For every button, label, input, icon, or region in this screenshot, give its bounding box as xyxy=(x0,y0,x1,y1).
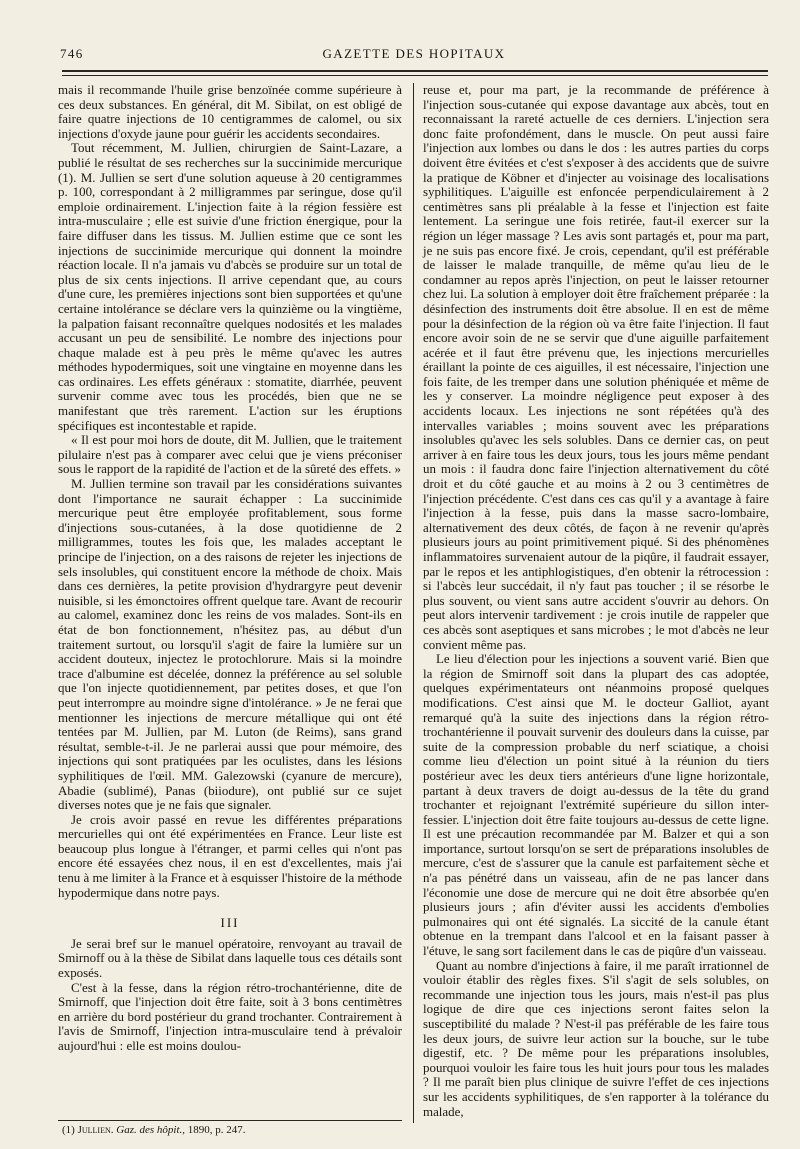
footnote-marker: (1) xyxy=(62,1124,75,1136)
right-column xyxy=(423,83,769,1119)
paragraph: Tout récemment, M. Jullien, chirurgien de Saint-Lazare, a publié le résultat de ses recherches sur la succinimide mercurique (1). M. Jullien se sert d'une solution aqueuse à 20 centigrammes p. 100, correspondant à 2 milligrammes par seringue, dose qu'il emploie ordinairement. L'injection faite à la région fessière est intra-musculaire ; elle est suivie d'une friction énergique, pour la faire diffuser dans les tissus. M. Jullien estime que ce sont les injections de succinimide mercurique qui donnent la moindre réaction locale. Il n'a jamais vu d'abcès se produire sur un total de plus de six cents injections. Il arrive cependant que, au cours d'une cure, les premières injections sont bien supportées et qu'une certaine intolérance se déclare vers la quinzième ou la vingtième, la palpation faisant reconnaître quelques nodosités et les malades accusant un peu de sensibilité. Le nombre des injections pour chaque malade est à peu près le même qu'avec les autres méthodes hypodermiques, soit une vingtaine en moyenne dans les cas ordinaires. Les effets généraux : stomatite, diarrhée, peuvent survenir comme avec tous les procédés, bien que ne se manifestant que très rarement. L'action sur les éruptions spécifiques est incontestable et rapide. xyxy=(58,140,402,433)
paragraph: Quant au nombre d'injections à faire, il me paraît irrationnel de vouloir établir des règles fixes. S'il s'agit de sels solubles, on recommande une injection tous les jours, mais n'est-il pas plus logique de dire que ces injections seront faites selon la susceptibilité du malade ? N'est-il pas préférable de les faire tous les deux jours, de suivre leur action sur la bouche, sur le tube digestif, etc. ? De même pour les préparations insolubles, pourquoi vouloir les faire tous les huit jours pour tous les malades ? Il me paraît bien plus clinique de suivre l'effet de ces injections sur les accidents syphilitiques, de s'en rapporter à la tolérance du malade, xyxy=(423,957,769,1119)
section-heading: III xyxy=(220,915,240,931)
footnote-author: Jullien. xyxy=(77,1124,114,1136)
footnote xyxy=(62,1124,402,1136)
paragraph: mais il recommande l'huile grise benzoïnée comme supérieure à ces deux substances. En général, dit M. Sibilat, on est obligé de faire quatre injections de 10 centigrammes de calomel, ou six injections d'oxyde jaune pour guérir les accidents secondaires. xyxy=(58,82,402,141)
page-header xyxy=(58,46,770,64)
page-number: 746 xyxy=(60,46,84,61)
footnote-source: Gaz. des hôpit., xyxy=(116,1124,185,1136)
column-divider xyxy=(413,83,414,1123)
paragraph: Je serai bref sur le manuel opératoire, renvoyant au travail de Smirnoff ou à la thèse de Sibilat dans laquelle tous ces détails sont exposés. xyxy=(58,935,402,981)
paragraph: Le lieu d'élection pour les injections a souvent varié. Bien que la région de Smirnoff soit dans la plupart des cas adoptée, quelques expérimentateurs ont néanmoins proposé quelques modifications. C'est ainsi que M. le docteur Galliot, ayant remarqué qu'à la suite des injections dans la région rétro-trochantérienne il pouvait survenir des douleurs dans la cuisse, par suite de la compression probable du nerf sciatique, a choisi comme lieu d'élection un point situé à la réunion du tiers postérieur avec les deux tiers antérieurs d'une ligne horizontale, partant à deux travers de doigt au-dessus de la tête du grand trochanter et rejoignant l'extrémité supérieure du sillon inter-fessier. L'injection doit être faite toujours au-dessus de cette ligne. Il est une précaution recommandée par M. Balzer et qui a son importance, surtout lorsqu'on se sert de préparations insolubles de mercure, c'est de s'assurer que la canule est parfaitement sèche et n'a pas pénétré dans un vaisseau, afin de ne pas lancer dans l'économie une dose de mercure qui ne doit être absorbée qu'en plusieurs jours ; afin d'éviter aussi les accidents d'embolies pulmonaires qui ont été signalés. La siccité de la canule étant obtenue en la trempant dans l'alcool et en la faisant passer à l'étuve, le sang sort facilement dans le cas de piqûre d'un vaisseau. xyxy=(423,651,769,959)
header-rule xyxy=(62,70,768,76)
paragraph: M. Jullien termine son travail par les considérations suivantes dont l'importance ne saurait échapper : La succinimide mercurique peut être employée profitablement, sous forme d'injections sous-cutanées, à la dose quotidienne de 2 milligrammes, toutes les fois que, les malades acceptant le principe de l'injection, on a des raisons de rejeter les injections de sels insolubles, qui constituent encore la méthode de choix. Mais dans ces dernières, la petite provision d'hydrargyre peut devenir nuisible, si les émonctoires offrent quelque tare. Avant de recourir au calomel, examinez donc les reins de vos malades. Sont-ils en état de bon fonctionnement, n'hésitez pas, au début d'un traitement surtout, ou lorsqu'il s'agit de faire la lumière sur un accident douteux, injectez le protochlorure. Mais si la moindre trace d'albumine est décelée, donnez la préférence au sel soluble que l'on injecte quotidiennement, par petites doses, et que l'on peut interrompre au moindre signe d'intolérance. » Je ne ferai que mentionner les injections de mercure métallique qui ont été tentées par M. Jullien, par M. Luton (de Reims), sans grand résultat, semble-t-il. Je ne parlerai aussi que pour mémoire, des injections qui sont pratiquées par les oculistes, dans les lésions syphilitiques de l'œil. MM. Galezowski (cyanure de mercure), Abadie (sublimé), Panas (biiodure), ont publié sur ce sujet diverses notes que je ne fais que signaler. xyxy=(58,476,402,813)
left-column xyxy=(58,83,402,1054)
paragraph: C'est à la fesse, dans la région rétro-trochantérienne, dite de Smirnoff, que l'injection doit être faite, soit à 3 bons centimètres en arrière du bord postérieur du grand trochanter. Contrairement à l'avis de Smirnoff, l'injection intra-musculaire tend à prévaloir aujourd'hui : elle est moins doulou- xyxy=(58,979,402,1053)
footnote-details: 1890, p. 247. xyxy=(187,1124,246,1136)
paragraph: reuse et, pour ma part, je la recommande de préférence à l'injection sous-cutanée qui expose davantage aux abcès, tout en reconnaissant la rareté actuelle de ces derniers. L'injection sera donc faite profondément, dans le muscle. On peut aussi faire l'injection aux lombes ou dans le dos : les autres parties du corps doivent être évitées et c'est s'exposer à des accidents que de suivre la pratique de Köbner et d'injecter au voisinage des localisations syphilitiques. L'aiguille est enfoncée perpendiculairement à 2 centimètres sans pli préalable à la fesse et l'injection est faite lentement. La seringue une fois retirée, faut-il exercer sur la région un léger massage ? Les avis sont partagés et, pour ma part, je ne suis pas encore fixé. Je crois, cependant, qu'il est préférable de laisser le malade tranquille, de même qu'au lieu de le condamner au repos après l'injection, on peut le laisser retourner chez lui. La solution à employer doit être fraîchement préparée : la désinfection des instruments doit être absolue. Il en est de même pour la désinfection de la région où va être faite l'injection. Il faut encore avoir soin de ne se servir que d'une aiguille parfaitement acérée et il faut être prévenu que, les injections mercurielles éraillant la pointe de ces aiguilles, il est nécessaire, l'injection une fois faite, de les tremper dans une solution phéniquée et même de les y conserver. La moindre négligence peut exposer à des accidents locaux. Les injections ne sont répétées qu'à des intervalles variables ; moins souvent avec les préparations insolubles qu'avec les sels solubles. Dans ce dernier cas, on peut arriver à en faire tous les deux jours, tous les jours même pendant un mois : il faudra donc faire l'injection alternativement du côté droit et du côté gauche et au moins à 2 ou 3 centimètres de l'injection précédente. C'est dans ces cas qu'il y a avantage à faire l'injection à la fesse, puis dans la masse sacro-lombaire, alternativement des deux côtés, de façon à ne revenir qu'après plusieurs jours au point primitivement piqué. Si des phénomènes inflammatoires survenaient autour de la piqûre, il faudrait essayer, par le repos et les antiphlogistiques, d'en obtenir la rétrocession : si l'abcès leur succédait, il n'y faut pas toucher ; il se résorbe le plus souvent, ou vient sans autre accident s'ouvrir au dehors. On peut alors intervenir tardivement : je crois inutile de rappeler que ces abcès sont aseptiques et sans microbes ; le mot d'abcès ne leur convient même pas. xyxy=(423,82,769,652)
journal-title: GAZETTE DES HOPITAUX xyxy=(322,46,506,61)
paragraph: « Il est pour moi hors de doute, dit M. Jullien, que le traitement pilulaire n'est pas à comparer avec celui que je viens préconiser sous le rapport de la rapidité de l'action et de la sûreté des effets. » xyxy=(58,432,402,477)
footnote-rule xyxy=(58,1120,402,1121)
paragraph: Je crois avoir passé en revue les différentes préparations mercurielles qui ont été expérimentées en France. Leur liste est beaucoup plus longue à l'étranger, et parmi celles qui n'ont pas encore été essayées chez nous, il en est d'excellentes, mais j'ai tenu à me limiter à la France et à esquisser l'histoire de la méthode hypodermique dans notre pays. xyxy=(58,811,402,900)
